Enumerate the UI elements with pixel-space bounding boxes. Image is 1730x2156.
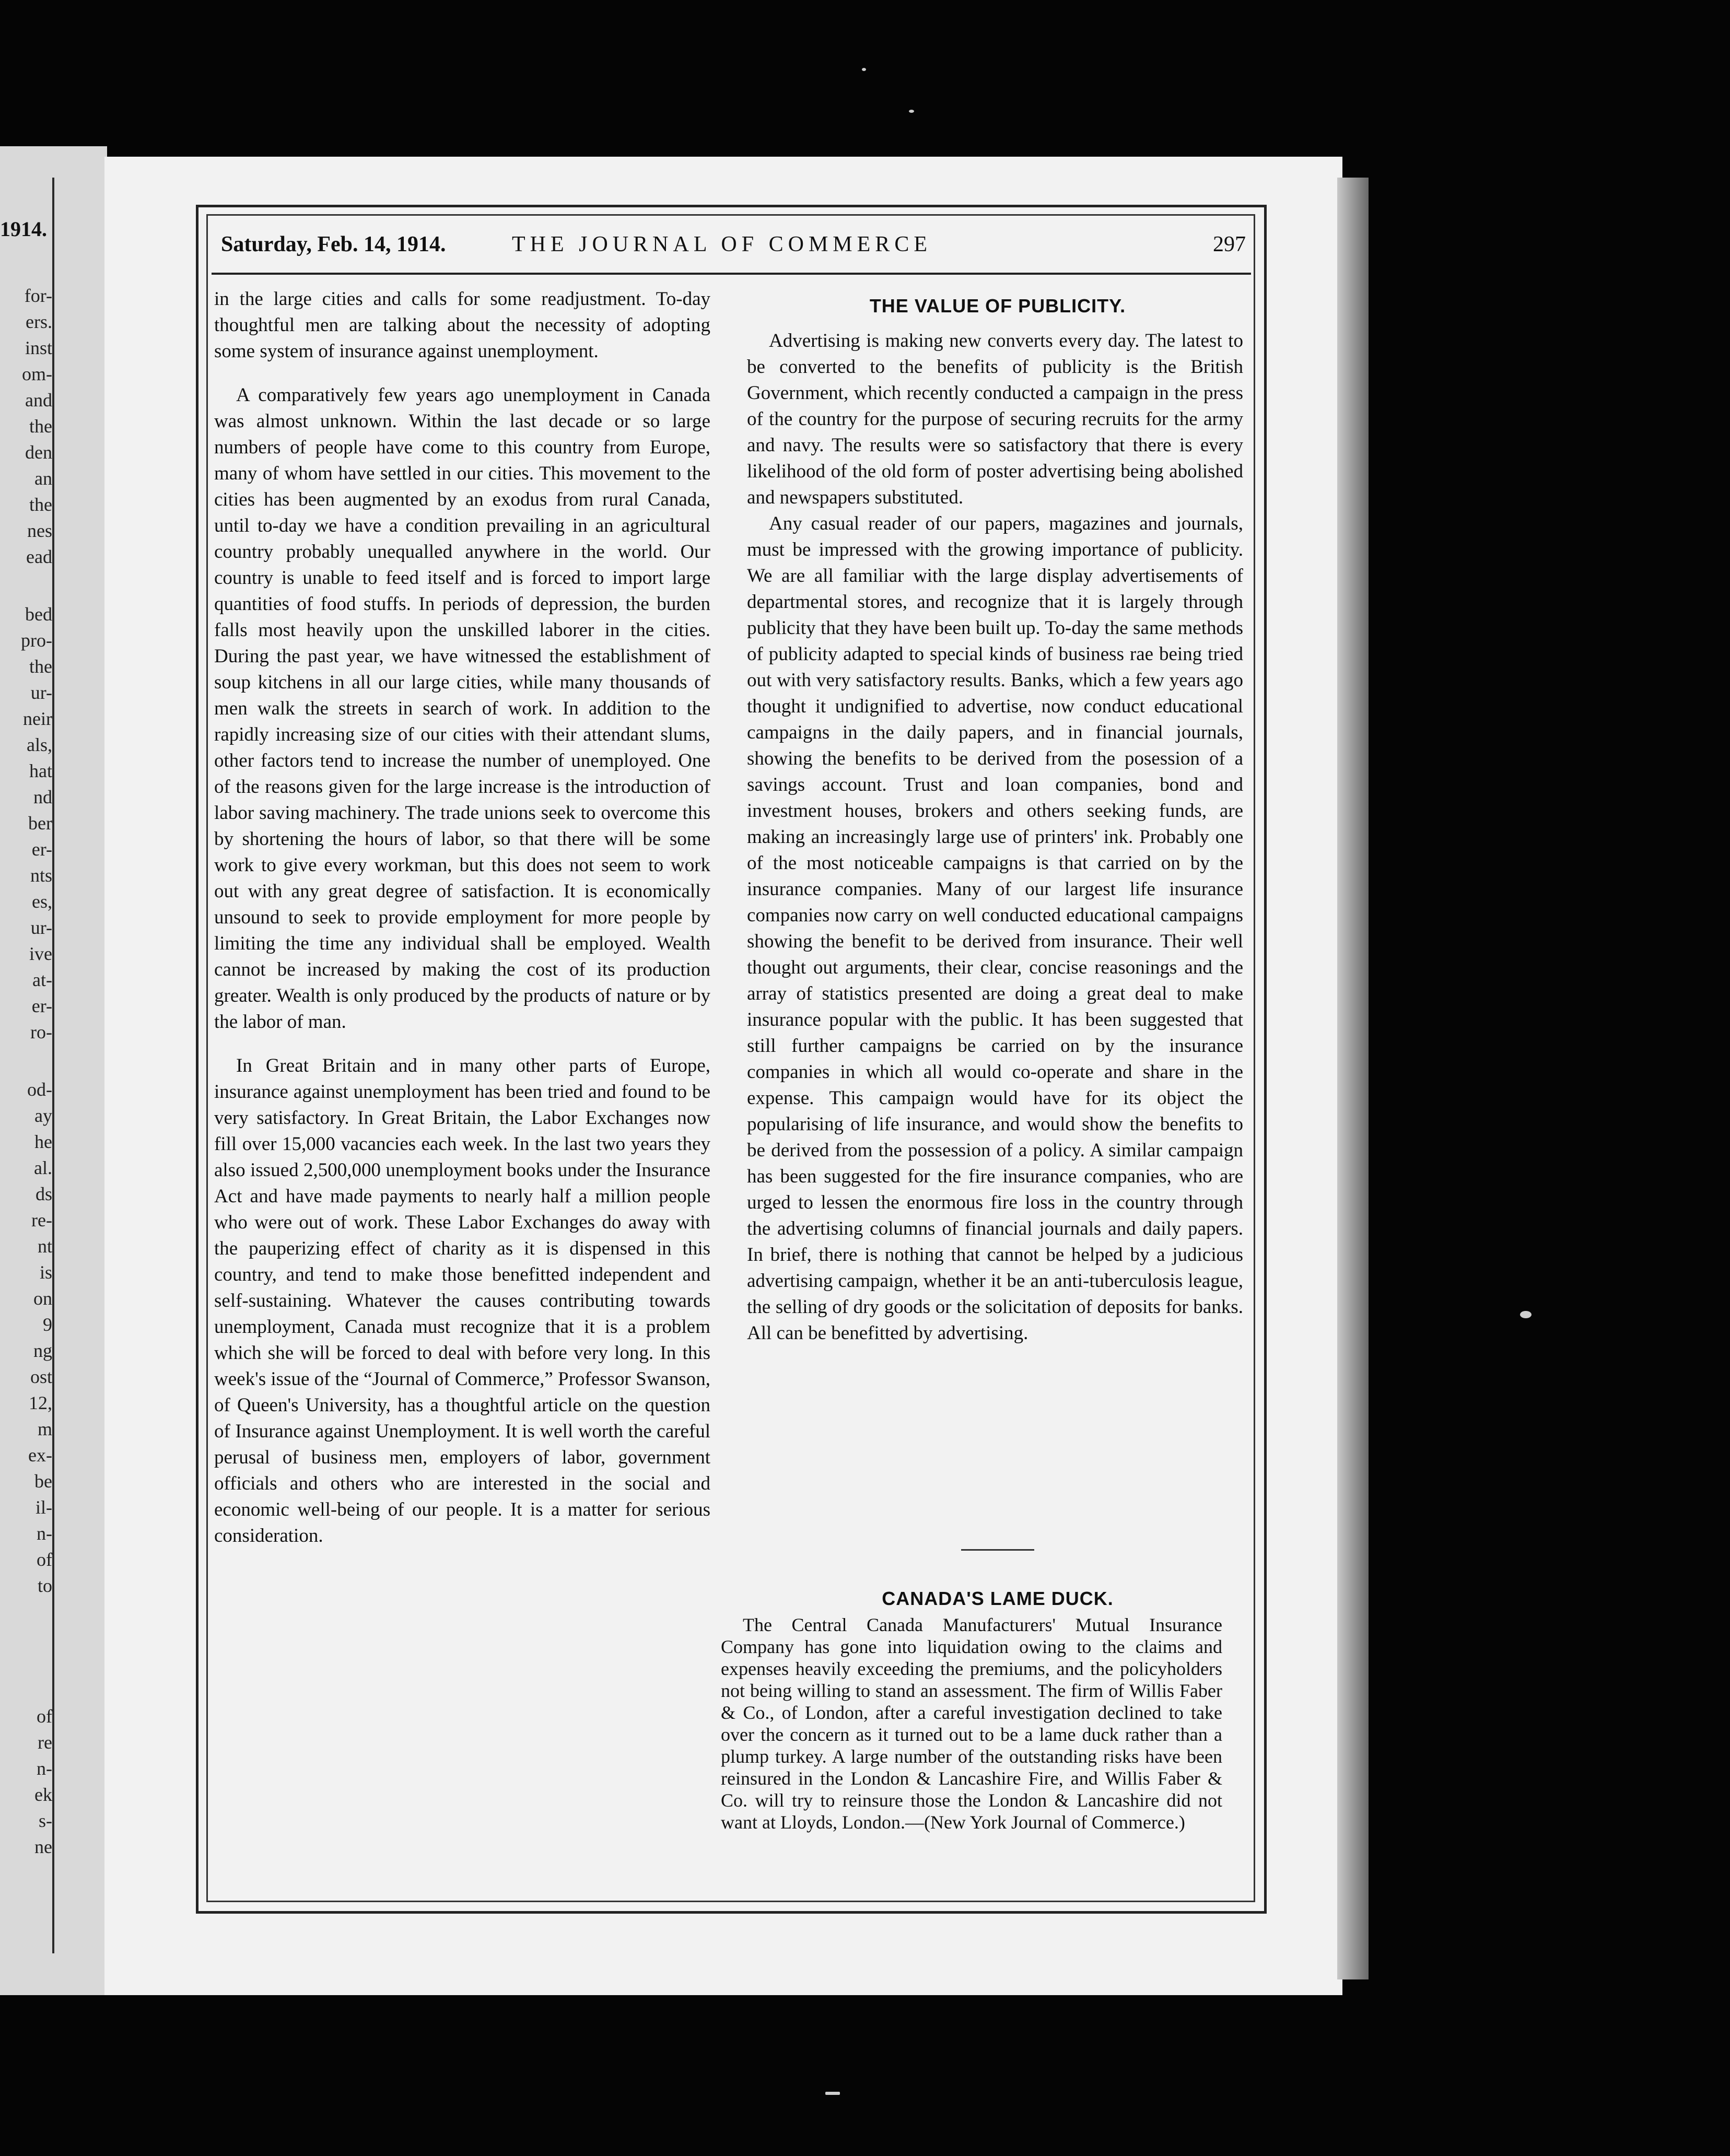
left-page-fragment: the [29, 656, 52, 677]
left-page-fragment: er- [31, 839, 52, 860]
left-page-fragment: ng [33, 1340, 52, 1361]
left-page-year: 1914. [0, 217, 47, 241]
left-page-fragment: ay [34, 1105, 52, 1126]
left-page-fragment: re [38, 1732, 52, 1753]
left-page-fragment: bed [25, 604, 52, 625]
left-page-fragment: er- [31, 995, 52, 1016]
masthead: THE JOURNAL OF COMMERCE [512, 232, 932, 256]
left-page-fragment: 12, [29, 1392, 52, 1413]
left-page-fragment: and [25, 390, 52, 411]
issue-date: Saturday, Feb. 14, 1914. [221, 232, 446, 256]
left-page-fragment: n- [37, 1758, 52, 1779]
article-paragraph: Advertising is making new converts every day. The latest to be converted to the benefits of publicity is the British Government, which recently conducted a campaign in the press of the country for the purpose of securing recruits for the army and navy. The results were so satisfactory that there is every likelihood of the old form of poster advertising being abolished and newspapers substituted. [747, 330, 1243, 508]
left-page-fragment: the [29, 416, 52, 437]
article-paragraph: A comparatively few years ago unemployment in Canada was almost unknown. Within the last decade or so large numbers of people have come to this country from Europe, many of whom have settled in our cities. This movement to the cities has been augmented by an exodus from rural Canada, until to-day we have a condition prevailing in an agricultural country probably unequalled anywhere in the world. Our country is unable to feed itself and is forced to import large quantities of food stuffs. In periods of depression, the burden falls most heavily upon the unskilled laborer in the cities. During the past year, we have witnessed the establishment of soup kitchens in all our large cities, while many thousands of men walk the streets in search of work. In addition to the rapidly increasing size of our cities with their attendant slums, other factors tend to increase the number of unemployed. One of the reasons given for the large increase is the introduction of labor saving machinery. The trade unions seek to overcome this by shortening the hours of labor, so that there will be some work to give every workman, but this does not seem to work out with any great degree of satisfaction. It is economically unsound to seek to provide employment for more people by limiting the time any individual shall be employed. Wealth cannot be increased by making the cost of its production greater. Wealth is only produced by the products of nature or by the labor of man. [214, 384, 710, 1033]
left-page-fragment: nd [33, 787, 52, 807]
left-page-fragment: he [34, 1131, 52, 1152]
left-page-fragment: ex- [28, 1445, 52, 1466]
article-title-lame-duck: CANADA'S LAME DUCK. [882, 1588, 1114, 1609]
left-page-fragment: for- [24, 285, 52, 306]
dust-speck [825, 2092, 840, 2095]
left-page-fragment: il- [36, 1497, 52, 1518]
left-page-fragment: als, [27, 734, 52, 755]
left-page-fragment: ber [28, 813, 52, 834]
left-page-fragment: s- [39, 1810, 52, 1831]
left-page-fragment: hat [29, 760, 52, 781]
left-page-fragment: al. [34, 1157, 52, 1178]
left-page-fragment: nts [30, 865, 52, 886]
page-edge-shadow [1337, 178, 1369, 1979]
left-page-fragment: is [39, 1262, 52, 1283]
left-page-fragment: nt [37, 1236, 52, 1257]
left-page-fragment: inst [25, 337, 52, 358]
left-page-fragment: om- [22, 364, 52, 384]
left-page-fragment: den [25, 442, 52, 463]
left-page-fragment: the [29, 494, 52, 515]
header-rule [212, 273, 1251, 275]
dust-speck [909, 110, 914, 113]
page-header [206, 229, 1252, 265]
left-page-fragment: be [34, 1471, 52, 1492]
left-page-fragment: an [34, 468, 52, 489]
section-divider [961, 1549, 1034, 1551]
article-paragraph: The Central Canada Manufacturers' Mutual Insurance Company has gone into liquidation owing to the claims and expenses heavily exceeding the premiums, and the policyholders not being willing to stand an assessment. The firm of Willis Faber & Co., of London, after a careful investigation declined to take over the concern as it turned out to be a lame duck rather than a plump turkey. A large number of the outstanding risks have been reinsured in the London & Lancashire Fire, and Willis Faber & Co. will try to reinsure those the London & Lancashire did not want at Lloyds, London.—(New York Journal of Commerce.) [721, 1614, 1222, 1833]
left-facing-page [0, 146, 107, 1995]
left-page-fragment: ead [26, 546, 52, 567]
left-page-fragment: on [33, 1288, 52, 1309]
left-page-fragment: ers. [26, 311, 52, 332]
left-page-fragment: of [37, 1706, 52, 1727]
left-page-fragment: re- [31, 1210, 52, 1231]
publicity-article [747, 328, 1243, 1364]
article-paragraph: Any casual reader of our papers, magazines and journals, must be impressed with the growing importance of publicity. We are all familiar with the large display advertisements of departmental stores, and recognize that it is largely through publicity that they have been built up. To-day the same methods of publicity adapted to special kinds of business rae being tried out with very satisfactory results. Banks, which a few years ago thought it undignified to advertise, now conduct educational campaigns in the daily papers, and in financial journals, showing the benefits to be derived from the posession of a savings account. Trust and loan companies, bond and investment houses, brokers and others seeking funds, are making an increasingly large use of printers' ink. Probably one of the most noticeable campaigns is that carried on by the insurance companies. Many of our largest life insurance companies now carry on well conducted educational campaigns showing the benefit to be derived from insurance. Their well thought out arguments, their clear, concise reasonings and the array of statistics presented are doing a great deal to make insurance popular with the public. It has been suggested that still further campaigns be carried on by the insurance companies in which all would co-operate and share in the expense. This campaign would have for its object the popularising of life insurance, and would show the benefits to be derived from the possession of a policy. A similar campaign has been suggested for the fire insurance companies, who are urged to lessen the enormous fire loss in the country through the advertising columns of financial journals and daily papers. In brief, there is nothing that cannot be helped by a judicious advertising campaign, whether it be an anti-tuberculosis league, the selling of dry goods or the solicitation of deposits for banks. All can be benefitted by advertising. [747, 513, 1243, 1344]
left-page-fragment: ds [35, 1184, 52, 1204]
left-page-fragment: nes [27, 520, 52, 541]
left-page-fragment: pro- [21, 630, 52, 651]
dust-speck [862, 68, 866, 71]
left-page-fragment: ek [34, 1784, 52, 1805]
left-page-fragment: to [37, 1575, 52, 1596]
dust-speck [1520, 1311, 1532, 1318]
article-title-publicity: THE VALUE OF PUBLICITY. [869, 295, 1126, 317]
left-page-fragment: at- [32, 969, 52, 990]
left-page-fragment: of [37, 1549, 52, 1570]
left-page-fragment: m [37, 1419, 52, 1439]
lame-duck-article [721, 1614, 1222, 1833]
left-page-fragment: od- [27, 1079, 52, 1100]
left-page-fragment: es, [32, 891, 52, 912]
left-page-fragment: ur- [30, 917, 52, 938]
left-page-fragment: ur- [30, 682, 52, 703]
article-paragraph: In Great Britain and in many other parts of Europe, insurance against unemployment has been tried and found to be very satisfactory. In Great Britain, the Labor Exchanges now fill over 15,000 vacancies each week. In the last two years they also issued 2,500,000 unemployment books under the Insurance Act and have made payments to nearly half a million people who were out of work. These Labor Exchanges do away with the pauperizing effect of charity as it is dispensed in this country, and tend to make those benefitted independent and self-sustaining. Whatever the causes contributing towards unemployment, Canada must recognize that it is a problem which she will be forced to deal with before very long. In this week's issue of the “Journal of Commerce,” Professor Swanson, of Queen's University, has a thoughtful article on the question of Insurance against Unemployment. It is well worth the careful perusal of business men, employers of labor, government officials and others who are interested in the social and economic well-being of our people. It is a matter for serious consideration. [214, 1055, 710, 1546]
left-page-fragment: neir [23, 708, 52, 729]
left-page-fragment: ive [29, 943, 52, 964]
left-column [214, 286, 710, 1567]
left-page-fragment: 9 [43, 1314, 52, 1335]
page-number: 297 [1213, 232, 1246, 256]
left-page-fragment: n- [37, 1523, 52, 1544]
left-page-fragment: ne [34, 1836, 52, 1857]
left-page-fragment: ro- [30, 1022, 52, 1042]
article-paragraph: in the large cities and calls for some readjustment. To-day thoughtful men are talking about the necessity of adopting some system of insurance against unemployment. [214, 288, 710, 362]
left-page-fragment: ost [30, 1366, 52, 1387]
